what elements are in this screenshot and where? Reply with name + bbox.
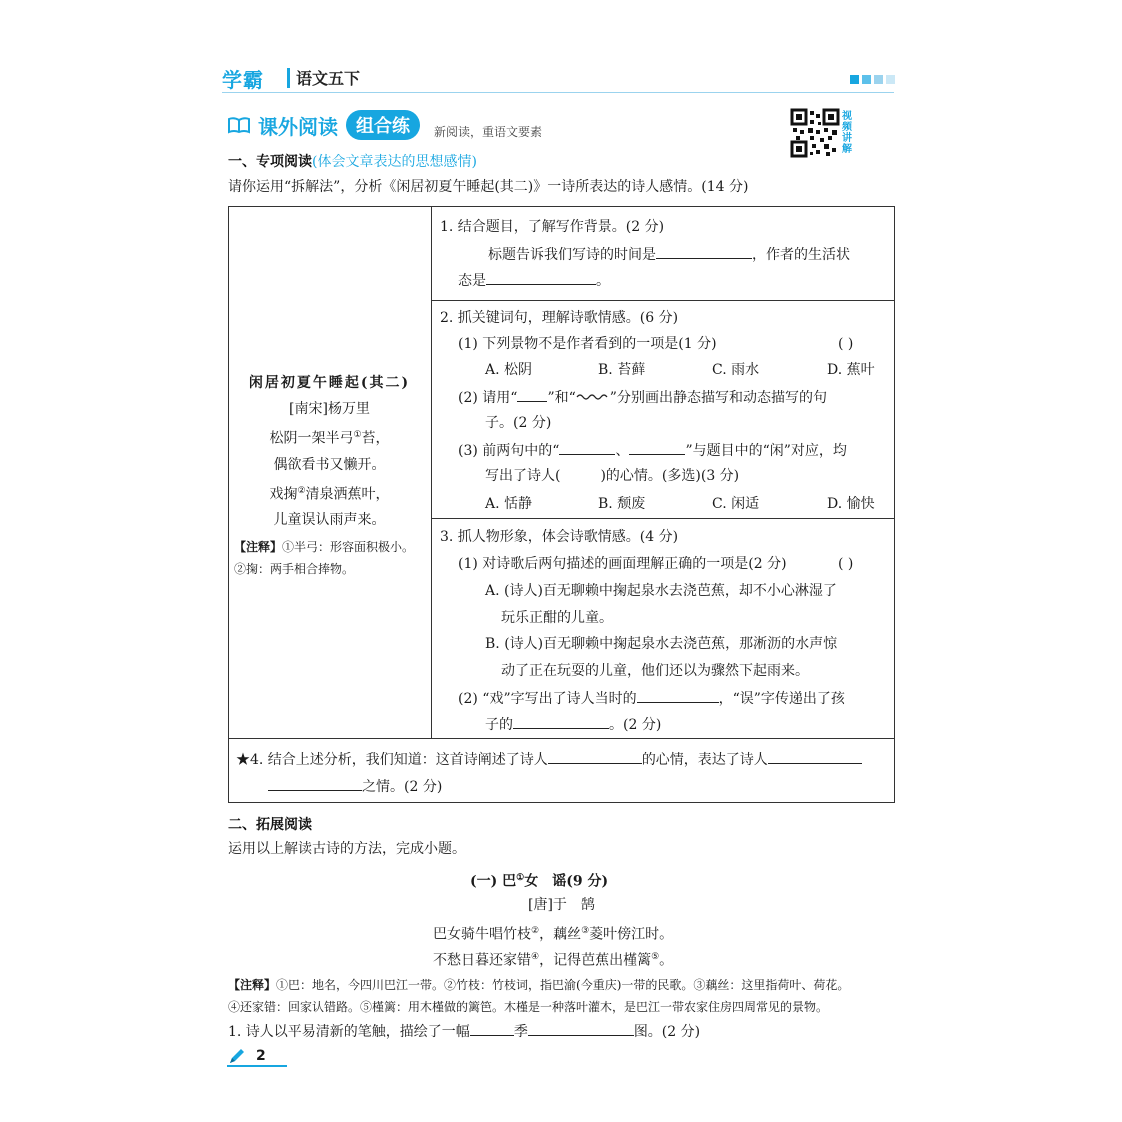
- part1-instruction: 请你运用“拆解法”，分析《闲居初夏午睡起(其二)》一诗所表达的诗人感情。(14 分): [228, 179, 749, 195]
- header-divider: [222, 92, 894, 93]
- part2-poem-title: [470, 868, 608, 892]
- part2-poem-author: [唐]于 鹄: [528, 897, 595, 913]
- poem-text: 巴女骑牛唱竹枝: [433, 926, 531, 943]
- q3-text: 子的: [485, 717, 513, 733]
- q3-option-b[interactable]: B. (诗人)百无聊赖中掬起泉水去浇芭蕉，那淅沥的水声惊: [485, 636, 838, 652]
- note-tag: 【注释】: [234, 540, 283, 554]
- poem-line: 儿童误认雨声来。: [273, 512, 386, 529]
- q1-title: 1. 结合题目，了解写作背景。(2 分): [440, 219, 665, 235]
- poem-line: [228, 422, 431, 452]
- poem-text: 清泉洒蕉叶，: [305, 486, 390, 503]
- part2-q1: [228, 1021, 700, 1042]
- poem-text: 苔，: [361, 430, 390, 447]
- q2-text: )的心情。(多选)(3 分): [600, 468, 740, 484]
- q3-title: 3. 抓人物形象，体会诗歌情感。(4 分): [440, 529, 679, 545]
- q2-sub1: (1) 下列景物不是作者看到的一项是(1 分): [458, 336, 717, 352]
- answer-blank[interactable]: [513, 714, 609, 729]
- q2-sub3: [458, 440, 847, 461]
- poem-title-text: (一) 巴: [470, 873, 517, 890]
- answer-blank[interactable]: [629, 440, 685, 455]
- part2-instruction: 运用以上解读古诗的方法，完成小题。: [228, 841, 466, 857]
- answer-blank[interactable]: [268, 776, 362, 791]
- q2-option-b[interactable]: B. 苔藓: [598, 362, 646, 378]
- q2-option-c[interactable]: C. 雨水: [712, 362, 760, 378]
- q2-option-a[interactable]: A. 恬静: [485, 496, 533, 512]
- footnote-mark: ②: [297, 485, 306, 496]
- q2-text: 、: [615, 443, 630, 459]
- q3-sub1: (1) 对诗歌后两句描述的画面理解正确的一项是(2 分): [458, 556, 787, 572]
- table-row-divider: [431, 300, 895, 301]
- footnote-mark: ③: [581, 926, 590, 936]
- q2-text: ”与题目中的“闲”对应，均: [685, 443, 847, 459]
- poem-text: 。: [659, 952, 674, 969]
- q3-option-a[interactable]: A. (诗人)百无聊赖中掬起泉水去浇芭蕉，却不小心淋湿了: [485, 583, 837, 599]
- poem-line: [228, 478, 431, 508]
- header-dots: [850, 75, 895, 84]
- answer-blank[interactable]: [528, 1021, 634, 1036]
- q1-text: 。: [596, 273, 610, 289]
- qr-code-icon[interactable]: [790, 108, 840, 158]
- section-title: 课外阅读: [258, 114, 338, 139]
- part1-heading-text: 一、专项阅读: [228, 154, 312, 170]
- brand-divider: [287, 68, 290, 88]
- pencil-icon: [227, 1046, 247, 1066]
- note-text: ①半弓：形容面积极小。: [282, 540, 415, 554]
- q4-text: 的心情，表达了诗人: [641, 752, 768, 768]
- answer-blank[interactable]: [768, 749, 862, 764]
- q2-sub2: [458, 387, 827, 408]
- poem-text: ，藕丝: [539, 926, 582, 943]
- table-column-divider: [431, 206, 432, 739]
- answer-blank[interactable]: [486, 270, 596, 285]
- q2-text: ”和“: [547, 390, 576, 406]
- part1-heading-note: (体会文章表达的思想感情): [312, 154, 477, 170]
- q-text: 季: [513, 1024, 528, 1040]
- footnote-mark: ①: [353, 430, 362, 440]
- q4-line: [236, 749, 862, 770]
- footnote-mark: ⑤: [651, 952, 660, 962]
- part2-poem-line: [433, 947, 673, 971]
- answer-paren[interactable]: ( ): [838, 336, 854, 352]
- part2-heading: 二、拓展阅读: [228, 817, 312, 833]
- part1-heading: [228, 151, 477, 171]
- poem-text: 松阴一架半弓: [269, 430, 354, 447]
- q2-option-d[interactable]: D. 愉快: [827, 496, 875, 512]
- q2-option-a[interactable]: A. 松阴: [485, 362, 533, 378]
- subject-title: 语文五下: [296, 69, 361, 88]
- wavy-line-icon: [576, 388, 610, 402]
- q2-text: (3) 前两句中的“: [458, 443, 560, 459]
- section-heading: [228, 110, 542, 140]
- q1-line: [458, 270, 610, 291]
- poem-text: 不愁日暮还家错: [433, 952, 531, 969]
- q3-option-b-cont: 动了正在玩耍的儿童，他们还以为骤然下起雨来。: [501, 663, 809, 679]
- answer-blank[interactable]: [656, 244, 752, 259]
- brand-text: 学霸: [222, 68, 264, 92]
- q1-line: [488, 244, 850, 265]
- footer-underline: [227, 1065, 287, 1067]
- q3-text: (2) “戏”字写出了诗人当时的: [458, 691, 637, 707]
- q-text: 1. 诗人以平易清新的笔触，描绘了一幅: [228, 1024, 470, 1040]
- q3-sub2-cont: [485, 714, 661, 735]
- q3-sub2: [458, 688, 845, 709]
- q1-text: ，作者的生活状: [752, 247, 850, 263]
- q1-text: 态是: [458, 273, 486, 289]
- q2-option-b[interactable]: B. 颓废: [598, 496, 646, 512]
- q2-sub2-cont: 子。(2 分): [485, 415, 552, 431]
- poem-title-text: 女 谣(9 分): [524, 873, 609, 890]
- footnote-mark: ②: [531, 926, 540, 936]
- q4-text: ★4. 结合上述分析，我们知道：这首诗阐述了诗人: [236, 752, 548, 768]
- poem-title: 闲居初夏午睡起(其二): [248, 375, 411, 391]
- page-number: 2: [256, 1048, 266, 1064]
- note-text: ②掬：两手相合捧物。: [234, 562, 355, 576]
- part2-poem-line: [433, 921, 673, 945]
- section-subtitle: 新阅读，重语文要素: [434, 124, 543, 139]
- q3-text: ，“误”字传递出了孩: [718, 691, 845, 707]
- part2-notes: [228, 974, 849, 1018]
- q2-option-d[interactable]: D. 蕉叶: [827, 362, 875, 378]
- poem-line: 偶欲看书又懒开。: [273, 456, 386, 473]
- straight-line-mark: [517, 387, 547, 402]
- answer-blank[interactable]: [637, 688, 719, 703]
- q3-option-a-cont: 玩乐正酣的儿童。: [501, 610, 613, 626]
- q2-title: 2. 抓关键词句，理解诗歌情感。(6 分): [440, 310, 679, 326]
- note-text: ④还家错：回家认错路。⑤槿篱：用木槿做的篱笆。木槿是一种落叶灌木，是巴江一带农家住房四周常见的景物。: [228, 1000, 829, 1014]
- q3-text: 。(2 分): [609, 717, 662, 733]
- q4-line: [268, 776, 442, 797]
- q2-sub3-cont: [485, 466, 739, 486]
- brand-logo: [222, 64, 264, 93]
- poem-text: 菱叶傍江时。: [589, 926, 674, 943]
- section-pill: 组合练: [346, 110, 420, 140]
- poem-text: ，记得芭蕉出槿篱: [539, 952, 652, 969]
- book-icon: [228, 116, 250, 134]
- poem-notes: [234, 536, 430, 580]
- note-tag: 【注释】: [228, 978, 277, 992]
- answer-blank[interactable]: [559, 440, 615, 455]
- q2-option-c[interactable]: C. 闲适: [712, 496, 760, 512]
- q2-text: (2) 请用“: [458, 390, 518, 406]
- answer-blank[interactable]: [548, 749, 642, 764]
- answer-paren[interactable]: ( ): [838, 556, 854, 572]
- qr-label: 视频讲解: [842, 111, 852, 155]
- footnote-mark: ④: [531, 952, 540, 962]
- poem-author: [南宋]杨万里: [289, 401, 370, 417]
- q2-text: ”分别画出静态描写和动态描写的句: [609, 390, 827, 406]
- poem-text: 戏掬: [269, 486, 298, 503]
- answer-blank[interactable]: [470, 1021, 514, 1036]
- footnote-mark: ①: [516, 873, 525, 883]
- q-text: 图。(2 分): [633, 1024, 701, 1040]
- poem-block: [228, 370, 431, 533]
- q2-text: 写出了诗人(: [485, 468, 561, 484]
- q4-text: 之情。(2 分): [362, 779, 443, 795]
- q1-text: 标题告诉我们写诗的时间是: [488, 247, 656, 263]
- note-text: ①巴：地名，今四川巴江一带。②竹枝：竹枝词，指巴渝(今重庆)一带的民歌。③藕丝：这里指荷叶、荷花。: [276, 978, 850, 992]
- table-row-divider: [431, 518, 895, 519]
